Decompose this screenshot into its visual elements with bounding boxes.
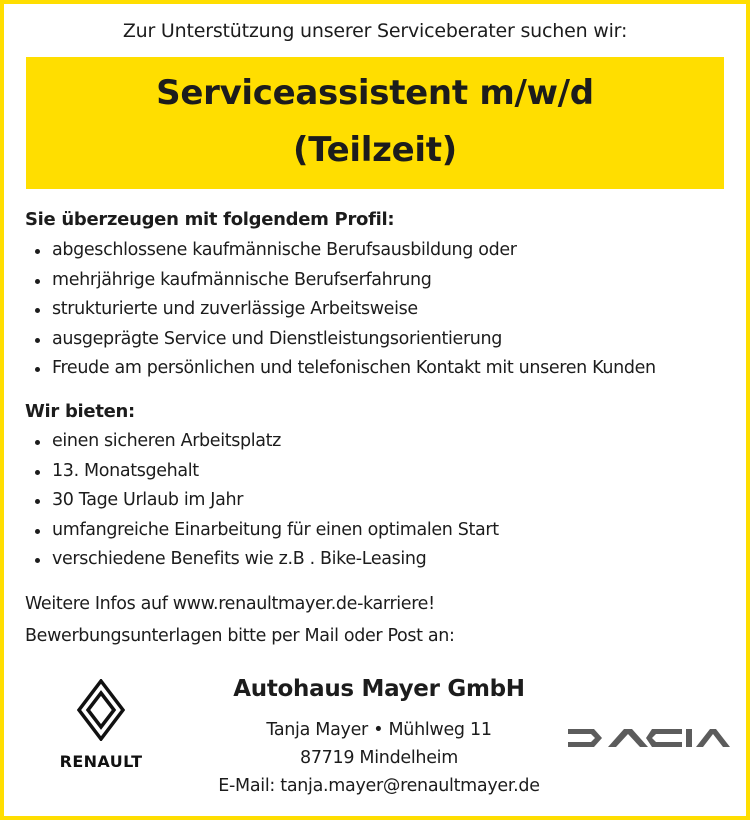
list-item: Freude am persönlichen und telefonischen Kontakt mit unseren Kunden	[30, 354, 656, 384]
intro-text: Zur Unterstützung unserer Serviceberater suchen wir:	[122, 20, 628, 42]
profile-list	[30, 236, 656, 384]
more-info-text: Weitere Infos auf www.renaultmayer.de-karriere!	[25, 594, 435, 614]
apply-text: Bewerbungsunterlagen bitte per Mail oder Post an:	[25, 626, 455, 646]
job-title-subline: (Teilzeit)	[293, 130, 457, 170]
list-item: 13. Monatsgehalt	[30, 457, 499, 487]
list-item: abgeschlossene kaufmännische Berufsausbildung oder	[30, 236, 656, 266]
company-name: Autohaus Mayer GmbH	[233, 676, 525, 702]
dacia-logo	[566, 726, 730, 754]
offer-heading: Wir bieten:	[25, 401, 135, 422]
renault-wordmark: RENAULT	[59, 752, 143, 771]
list-item: 30 Tage Urlaub im Jahr	[30, 486, 499, 516]
list-item: umfangreiche Einarbeitung für einen optimalen Start	[30, 516, 499, 546]
list-item: einen sicheren Arbeitsplatz	[30, 427, 499, 457]
list-item: ausgeprägte Service und Dienstleistungsorientierung	[30, 325, 656, 355]
contact-email[interactable]: E-Mail: tanja.mayer@renaultmayer.de	[218, 776, 540, 796]
renault-diamond-icon	[77, 679, 125, 745]
contact-city: 87719 Mindelheim	[300, 748, 458, 768]
list-item: mehrjährige kaufmännische Berufserfahrung	[30, 266, 656, 296]
offer-list	[30, 427, 499, 575]
profile-heading: Sie überzeugen mit folgendem Profil:	[25, 209, 395, 230]
job-title: Serviceassistent m/w/d	[156, 73, 594, 113]
list-item: strukturierte und zuverlässige Arbeitsweise	[30, 295, 656, 325]
title-banner	[26, 57, 724, 189]
contact-person-street: Tanja Mayer • Mühlweg 11	[266, 720, 492, 740]
list-item: verschiedene Benefits wie z.B . Bike-Leasing	[30, 545, 499, 575]
